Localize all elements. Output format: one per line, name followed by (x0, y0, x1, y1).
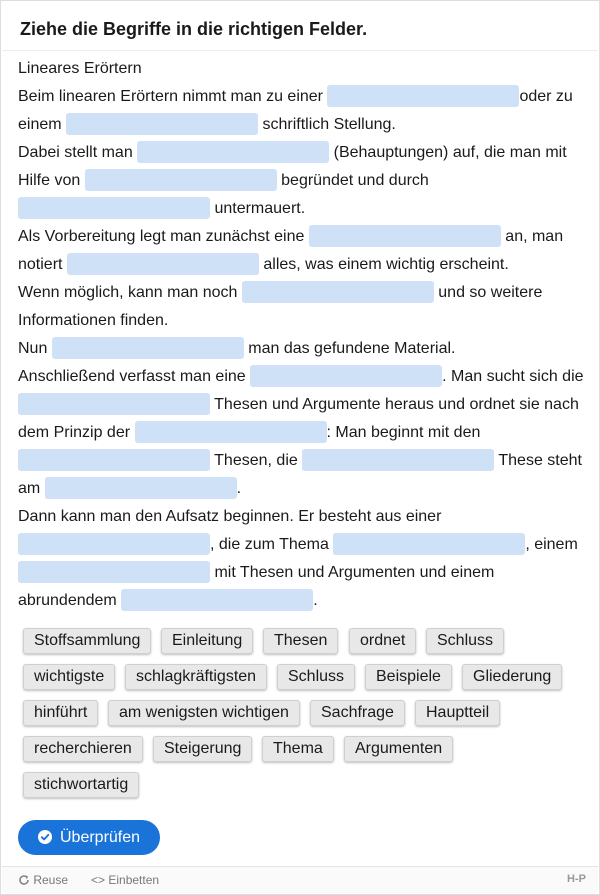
draggable-word[interactable]: Schluss (277, 664, 355, 690)
reuse-label: Reuse (33, 873, 69, 887)
text-segment: : Man beginnt mit den (326, 424, 481, 441)
text-segment: Thesen und Argumente heraus und ordnet sie nach dem Prinzip der (18, 396, 579, 441)
drop-zone-17[interactable] (333, 533, 525, 555)
text-segment: (Behauptungen) auf, die man mit Hilfe von (18, 144, 567, 189)
reuse-icon (18, 874, 30, 886)
text-segment: , einem (525, 536, 578, 553)
draggable-word[interactable]: Schluss (426, 628, 504, 654)
drop-zone-18[interactable] (18, 561, 210, 583)
text-segment: Anschließend verfasst man eine (18, 368, 251, 385)
text-segment: Nun (18, 340, 52, 357)
text-segment: begründet und durch (276, 172, 429, 189)
draggable-word[interactable]: Hauptteil (415, 700, 500, 726)
draggable-word[interactable]: recherchieren (23, 736, 143, 762)
text-segment: an, man notiert (18, 228, 564, 273)
text-segment: Als Vorbereitung legt man zunächst eine (18, 228, 309, 245)
text-segment: , die zum Thema (210, 536, 334, 553)
task-title: Ziehe die Begriffe in die richtigen Felder. (20, 19, 368, 39)
title-divider (2, 50, 598, 51)
text-segment: Wenn möglich, kann man noch (18, 284, 242, 301)
draggable-word[interactable]: Einleitung (161, 628, 253, 654)
drop-zone-1[interactable] (327, 85, 519, 107)
cloze-text (18, 55, 588, 615)
text-heading: Lineares Erörtern (18, 60, 142, 77)
text-segment: These steht am (18, 452, 582, 497)
draggable-word[interactable]: Sachfrage (310, 700, 405, 726)
text-segment: Thesen, die (210, 452, 303, 469)
drop-zone-15[interactable] (45, 477, 237, 499)
drop-zone-8[interactable] (242, 281, 434, 303)
text-segment: . (313, 592, 318, 609)
drop-zone-12[interactable] (135, 421, 327, 443)
draggable-word[interactable]: Thema (262, 736, 334, 762)
drop-zone-10[interactable] (250, 365, 442, 387)
code-icon: <> (91, 873, 106, 887)
drop-zone-11[interactable] (18, 393, 210, 415)
draggable-word[interactable]: Gliederung (462, 664, 562, 690)
reuse-button[interactable] (18, 873, 68, 887)
text-segment: . Man sucht sich die (442, 368, 584, 385)
draggable-word[interactable]: Thesen (263, 628, 338, 654)
text-segment: mit Thesen und Argumenten und einem abrundendem (18, 564, 495, 609)
draggable-word[interactable]: hinführt (23, 700, 98, 726)
draggable-word[interactable]: ordnet (349, 628, 416, 654)
text-segment: untermauert. (210, 200, 306, 217)
embed-button[interactable] (91, 873, 159, 887)
text-segment: Beim linearen Erörtern nimmt man zu einer (18, 88, 328, 105)
text-segment: schriftlich Stellung. (258, 116, 396, 133)
footer-bar (2, 866, 598, 893)
drop-zone-7[interactable] (67, 253, 259, 275)
draggable-word[interactable]: schlagkräftigsten (125, 664, 267, 690)
check-button-label: Überprüfen (60, 829, 141, 846)
check-button[interactable] (18, 820, 160, 855)
text-segment: man das gefundene Material. (243, 340, 456, 357)
drop-zone-5[interactable] (18, 197, 210, 219)
drop-zone-19[interactable] (121, 589, 313, 611)
draggable-word[interactable]: Beispiele (365, 664, 452, 690)
drop-zone-16[interactable] (18, 533, 210, 555)
check-circle-icon (38, 830, 52, 844)
text-segment: Dann kann man den Aufsatz beginnen. Er besteht aus einer (18, 508, 442, 525)
embed-label: Einbetten (108, 873, 160, 887)
draggable-word[interactable]: stichwortartig (23, 772, 139, 798)
draggable-word[interactable]: Argumenten (344, 736, 453, 762)
drop-zone-14[interactable] (302, 449, 494, 471)
text-segment: Dabei stellt man (18, 144, 138, 161)
draggable-word[interactable]: wichtigste (23, 664, 115, 690)
drop-zone-6[interactable] (309, 225, 501, 247)
drop-zone-13[interactable] (18, 449, 210, 471)
drop-zone-3[interactable] (137, 141, 329, 163)
text-segment: . (236, 480, 242, 497)
text-segment: und so weitere Informationen finden. (18, 284, 543, 329)
draggable-word[interactable]: Stoffsammlung (23, 628, 151, 654)
text-segment: oder zu einem (18, 88, 573, 133)
drop-zone-2[interactable] (66, 113, 258, 135)
drop-zone-4[interactable] (85, 169, 277, 191)
draggable-word[interactable]: am wenigsten wichtigen (108, 700, 300, 726)
h5p-logo: H-P (567, 873, 586, 885)
draggable-word[interactable]: Steigerung (153, 736, 252, 762)
drop-zone-9[interactable] (52, 337, 244, 359)
text-segment: alles, was einem wichtig erscheint. (258, 256, 509, 273)
